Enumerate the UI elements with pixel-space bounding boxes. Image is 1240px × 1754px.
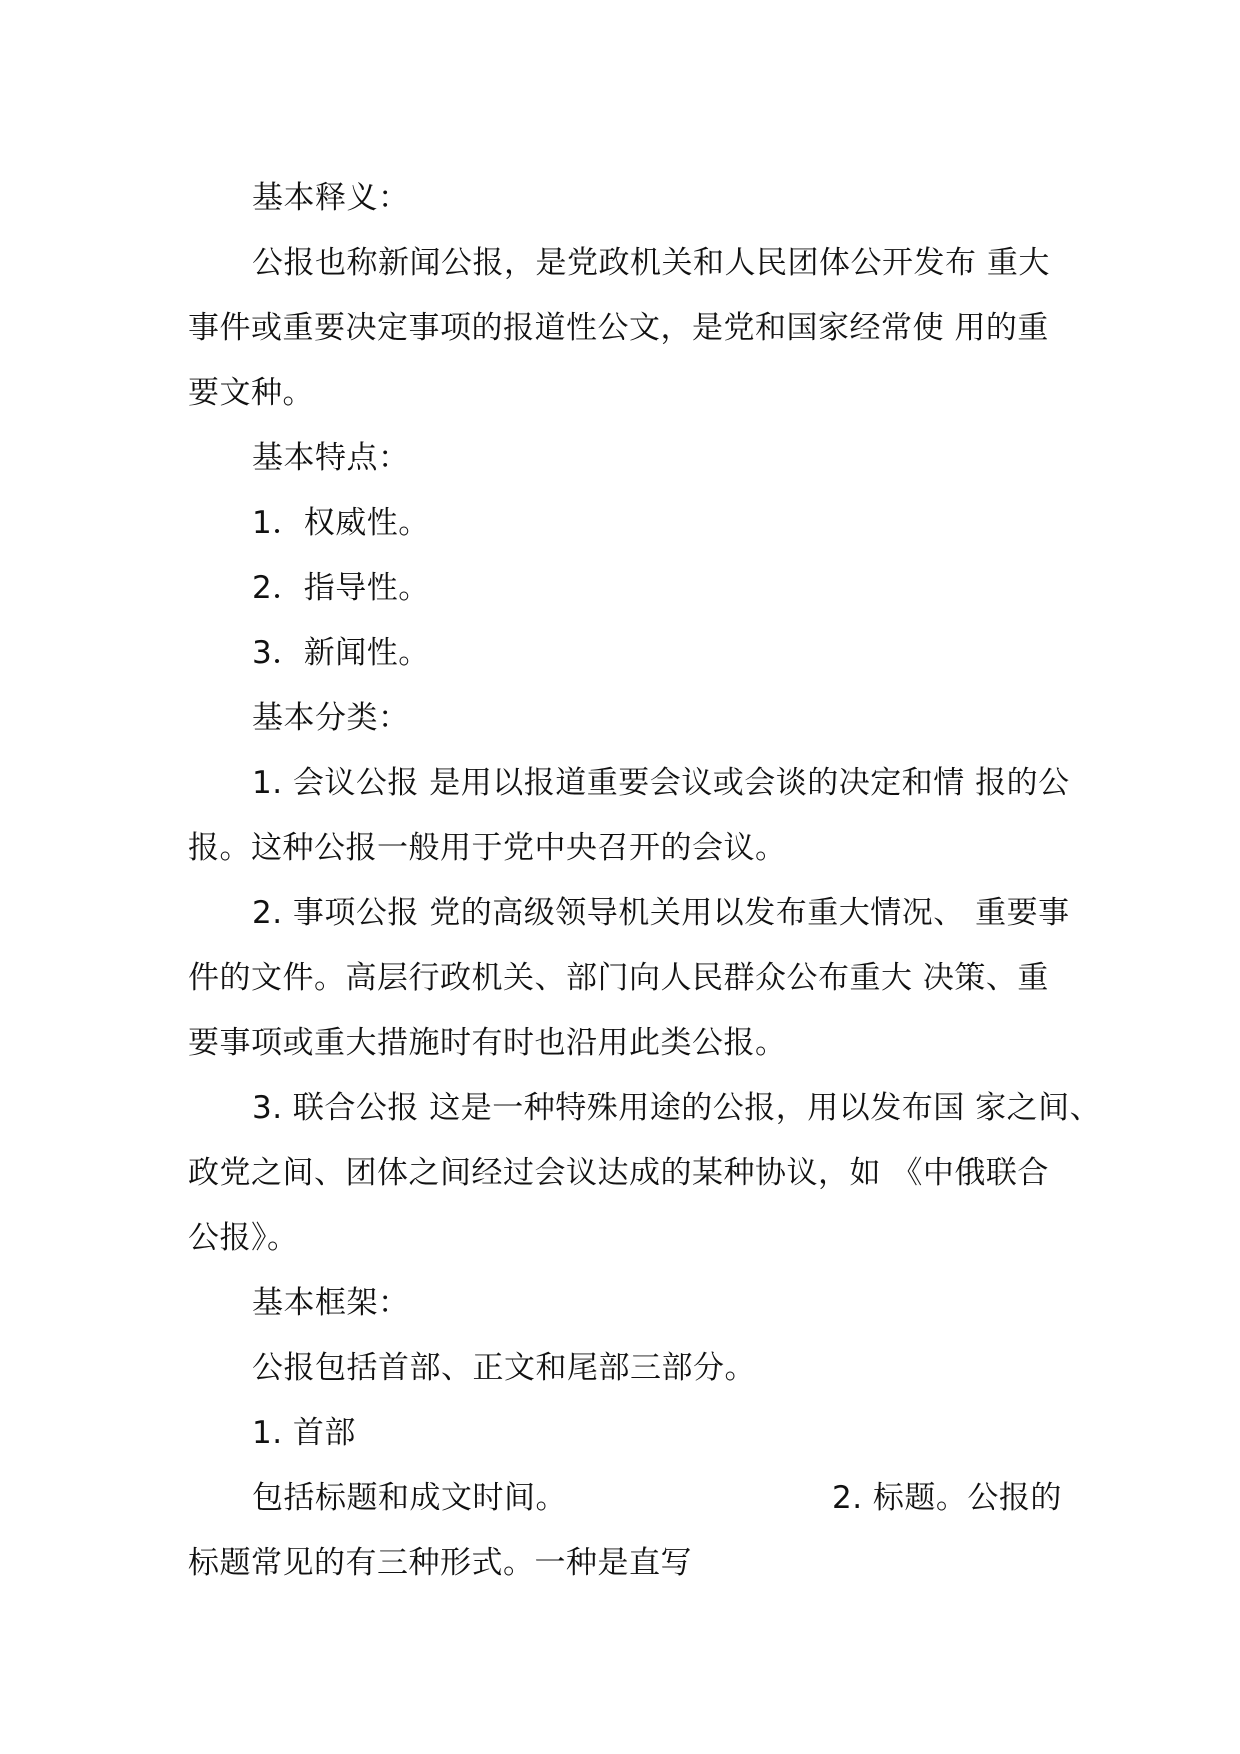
paragraph-line: 政党之间、团体之间经过会议达成的某种协议，如 《中俄联合 <box>188 1155 1049 1191</box>
paragraph-line: 标题常见的有三种形式。一种是直写 <box>188 1545 692 1581</box>
paragraph-line: 2. 事项公报 党的高级领导机关用以发布重大情况、 重要事 <box>252 895 1070 931</box>
list-item: 3．新闻性。 <box>252 635 430 671</box>
list-item: 1. 首部 <box>252 1415 356 1451</box>
heading-basic-framework: 基本框架： <box>252 1285 410 1321</box>
heading-basic-definition: 基本释义： <box>252 180 410 216</box>
list-item: 1．权威性。 <box>252 505 430 541</box>
paragraph-line: 报。这种公报一般用于党中央召开的会议。 <box>188 830 787 866</box>
paragraph-line: 件的文件。高层行政机关、部门向人民群众公布重大 决策、重 <box>188 960 1049 996</box>
paragraph-line: 事件或重要决定事项的报道性公文，是党和国家经常使 用的重 <box>188 310 1049 346</box>
paragraph-line: 2. 标题。公报的 <box>832 1480 1062 1516</box>
paragraph-line: 公报包括首部、正文和尾部三部分。 <box>252 1350 756 1386</box>
paragraph-line: 公报》。 <box>188 1220 299 1256</box>
paragraph-line: 1. 会议公报 是用以报道重要会议或会谈的决定和情 报的公 <box>252 765 1070 801</box>
paragraph-line: 要文种。 <box>188 375 314 411</box>
paragraph-line: 包括标题和成文时间。 <box>252 1480 567 1516</box>
heading-basic-features: 基本特点： <box>252 440 410 476</box>
paragraph-line: 公报也称新闻公报，是党政机关和人民团体公开发布 重大 <box>252 245 1050 281</box>
list-item: 2．指导性。 <box>252 570 430 606</box>
paragraph-line: 3. 联合公报 这是一种特殊用途的公报，用以发布国 家之间、 <box>252 1090 1102 1126</box>
paragraph-line: 要事项或重大措施时有时也沿用此类公报。 <box>188 1025 787 1061</box>
heading-basic-categories: 基本分类： <box>252 700 410 736</box>
